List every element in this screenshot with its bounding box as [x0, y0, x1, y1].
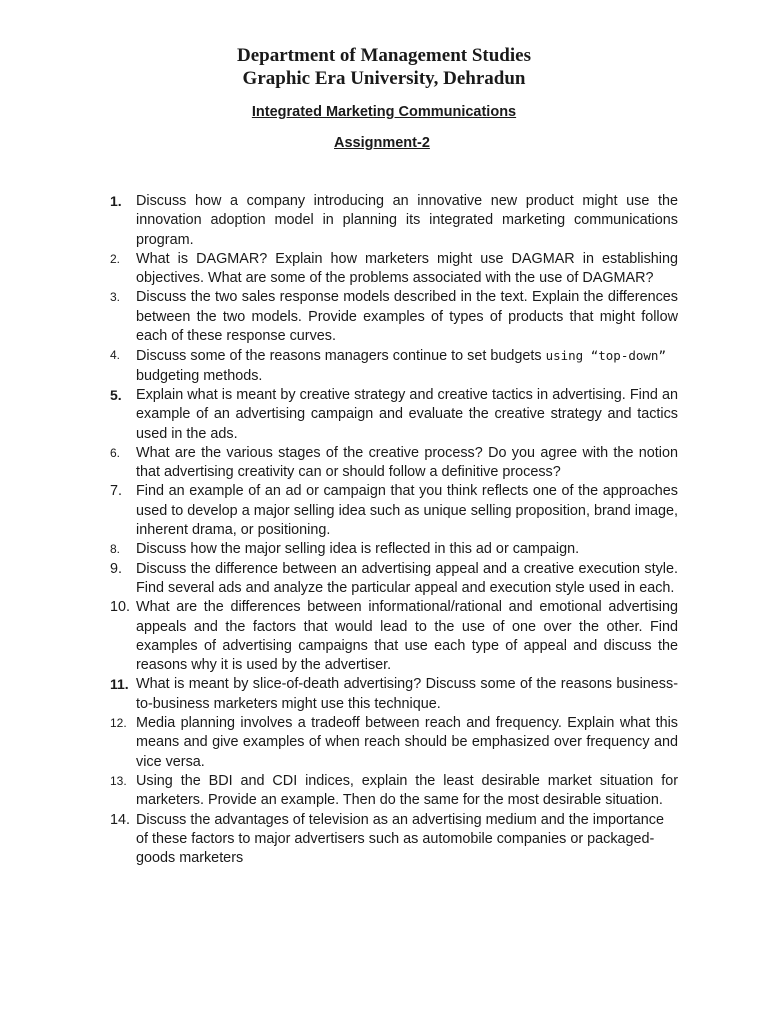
question-item: [110, 772, 678, 811]
university-title: Graphic Era University, Dehradun: [242, 68, 526, 89]
question-item: [110, 598, 678, 675]
question-text-part: budgeting methods.: [136, 367, 263, 384]
assignment-title: Assignment-2: [334, 135, 430, 151]
question-item: [110, 675, 678, 714]
question-number: 3.: [110, 290, 121, 305]
question-number: 5.: [110, 386, 122, 403]
question-text: Explain what is meant by creative strategy and creative tactics in advertising. Find an example of an advertising campaign and evaluate the creative strategy and tactics used in the ads.: [136, 386, 678, 442]
question-text: [136, 346, 678, 386]
question-text: What is DAGMAR? Explain how marketers might use DAGMAR in establishing objectives. What are some of the problems associated with the use of DAGMAR?: [136, 250, 678, 287]
document-header: [0, 44, 768, 90]
question-number: 14.: [110, 811, 131, 828]
question-number: 6.: [110, 445, 121, 460]
question-number: 13.: [110, 773, 127, 788]
question-item: [110, 540, 678, 559]
question-item: [110, 444, 678, 483]
question-number: 11.: [110, 676, 129, 693]
question-text: Discuss how the major selling idea is reflected in this ad or campaign.: [136, 541, 580, 558]
question-list: [110, 192, 678, 868]
question-item: [110, 250, 678, 289]
question-text: Find an example of an ad or campaign that you think reflects one of the approaches used to develop a major selling idea such as unique selling proposition, brand image, inherent drama, or positioning.: [136, 483, 678, 539]
question-text: What are the differences between informational/rational and emotional advertising appeals and the factors that would lead to the use of one over the other. Find examples of advertising campaigns that use each type of appeal and discuss the reasons why it is used by the advertiser.: [136, 599, 678, 674]
question-number: 10.: [110, 599, 131, 616]
question-text: Using the BDI and CDI indices, explain the least desirable market situation for marketers. Provide an example. Then do the same for the most desirable situation.: [136, 772, 678, 809]
question-item: [110, 192, 678, 250]
course-title: Integrated Marketing Communications: [251, 104, 517, 120]
question-item: [110, 714, 678, 772]
question-item: [110, 560, 678, 599]
question-text-quote: using “top-down”: [545, 348, 666, 364]
question-item: [110, 811, 678, 869]
question-number: 9.: [110, 560, 123, 577]
question-text: Discuss the difference between an advertising appeal and a creative execution style. Find several ads and analyze the particular appeal and execution style used in each.: [136, 560, 678, 596]
question-text: Discuss the two sales response models described in the text. Explain the differences between the two models. Provide examples of types of products that might follow each of these response curves.: [136, 289, 678, 345]
question-number: 1.: [110, 193, 122, 209]
question-number: 12.: [110, 716, 127, 731]
question-number: 2.: [110, 251, 121, 266]
question-text: Discuss the advantages of television as an advertising medium and the importance of these factors to major advertisers such as automobile companies or packaged-goods marketers: [136, 811, 664, 867]
question-number: 8.: [110, 542, 121, 557]
question-text-part: Discuss some of the reasons managers continue to set budgets: [136, 348, 546, 365]
question-number: 7.: [110, 483, 123, 500]
department-title: Department of Management Studies: [237, 45, 531, 66]
question-text: Discuss how a company introducing an innovative new product might use the innovation adoption model in planning its integrated marketing communications program.: [136, 193, 678, 248]
question-text: What are the various stages of the creative process? Do you agree with the notion that advertising creativity can or should follow a definitive process?: [136, 444, 678, 481]
question-text: What is meant by slice-of-death advertising? Discuss some of the reasons business-to-business marketers might use this technique.: [136, 676, 678, 712]
question-item: [110, 386, 678, 444]
question-item: [110, 482, 678, 540]
question-text: Media planning involves a tradeoff between reach and frequency. Explain what this means and give examples of when reach should be emphasized over frequency and vice versa.: [136, 715, 678, 770]
question-item: [110, 346, 678, 386]
question-item: [110, 288, 678, 346]
question-number: 4.: [110, 348, 121, 363]
